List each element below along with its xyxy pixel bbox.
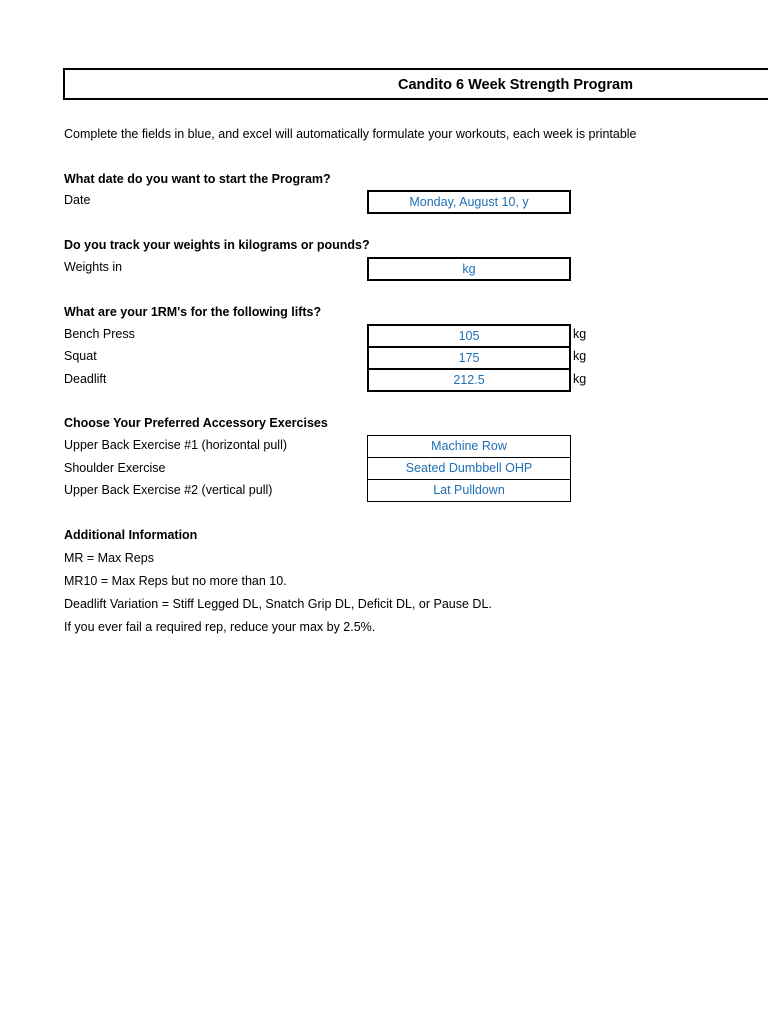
squat-label: Squat — [64, 349, 97, 363]
info-line-mr10: MR10 = Max Reps but no more than 10. — [64, 574, 287, 588]
date-question: What date do you want to start the Program? — [64, 172, 331, 186]
deadlift-unit: kg — [573, 372, 587, 386]
info-line-deadlift-variation: Deadlift Variation = Stiff Legged DL, Snatch Grip DL, Deficit DL, or Pause DL. — [64, 597, 492, 611]
units-label: Weights in — [64, 260, 123, 274]
bench-press-label: Bench Press — [64, 327, 135, 341]
upper-back-2-label: Upper Back Exercise #2 (vertical pull) — [64, 483, 273, 497]
info-line-mr: MR = Max Reps — [64, 551, 154, 565]
bench-press-1rm-field[interactable]: 105 — [367, 324, 571, 348]
units-question: Do you track your weights in kilograms or pounds? — [64, 238, 370, 252]
start-date-field[interactable]: Monday, August 10, y — [367, 190, 571, 214]
lifts-question: What are your 1RM's for the following lifts? — [64, 305, 322, 319]
accessory-question: Choose Your Preferred Accessory Exercises — [64, 416, 328, 430]
squat-1rm-field[interactable]: 175 — [367, 346, 571, 370]
info-line-fail-rep: If you ever fail a required rep, reduce your max by 2.5%. — [64, 620, 376, 634]
upper-back-1-label: Upper Back Exercise #1 (horizontal pull) — [64, 438, 288, 452]
date-label: Date — [64, 193, 91, 207]
program-title: Candito 6 Week Strength Program — [398, 77, 633, 93]
title-box — [63, 68, 768, 100]
additional-info-heading: Additional Information — [64, 528, 198, 542]
squat-unit: kg — [573, 349, 587, 363]
deadlift-label: Deadlift — [64, 372, 107, 386]
upper-back-2-field[interactable]: Lat Pulldown — [367, 479, 571, 502]
instructions-text: Complete the fields in blue, and excel will automatically formulate your workouts, each week is printable — [64, 127, 637, 141]
weight-units-field[interactable]: kg — [367, 257, 571, 281]
shoulder-exercise-field[interactable]: Seated Dumbbell OHP — [367, 457, 571, 480]
bench-press-unit: kg — [573, 327, 587, 341]
upper-back-1-field[interactable]: Machine Row — [367, 435, 571, 458]
shoulder-exercise-label: Shoulder Exercise — [64, 461, 166, 475]
deadlift-1rm-field[interactable]: 212.5 — [367, 368, 571, 392]
